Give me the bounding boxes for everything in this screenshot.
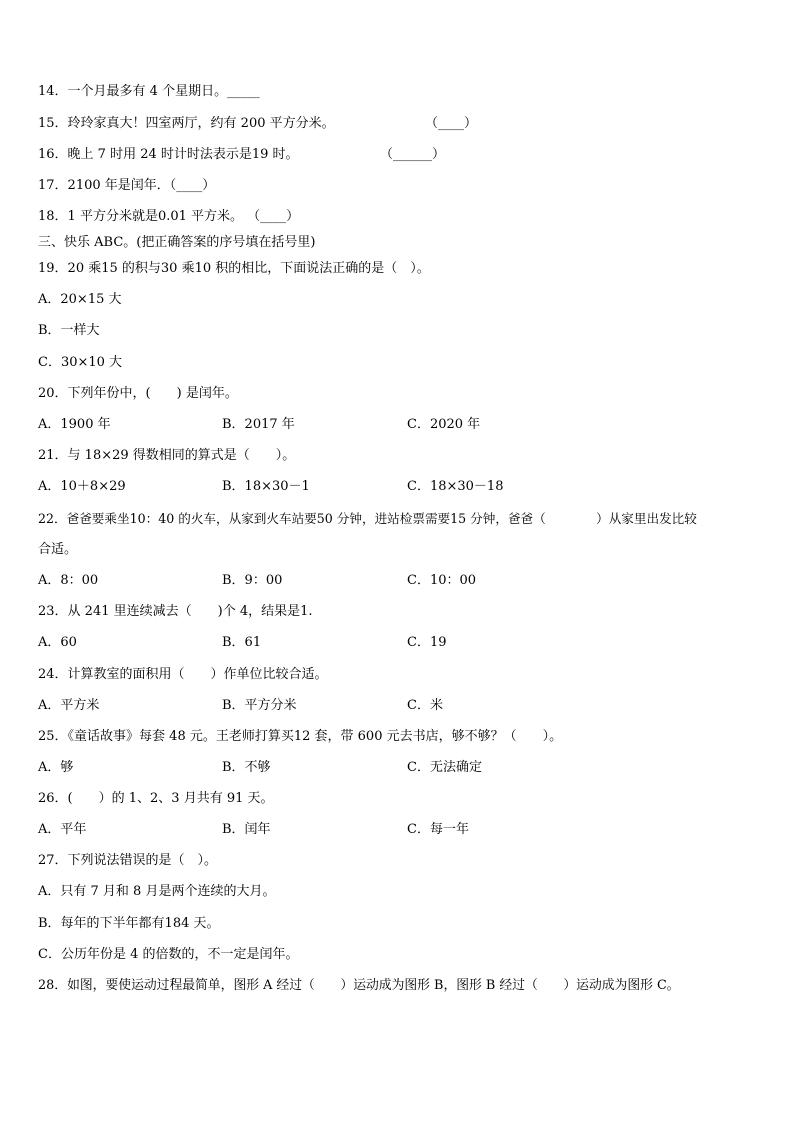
question-20: 20．下列年份中，( ) 是闰年。 — [38, 386, 238, 401]
question-25-option-b: B．不够 — [222, 760, 271, 775]
question-15-blank: （____） — [425, 116, 478, 131]
question-25-option-c: C．无法确定 — [407, 760, 482, 775]
question-21-option-a: A．10＋8×29 — [38, 479, 126, 494]
question-22-option-a: A．8：00 — [38, 573, 99, 588]
question-18: 18．1 平方分米就是0.01 平方米。 （____） — [38, 209, 300, 224]
question-27-option-a: A．只有 7 月和 8 月是两个连续的大月。 — [38, 884, 276, 899]
question-23-option-c: C．19 — [407, 635, 447, 650]
question-24: 24．计算教室的面积用（ ）作单位比较合适。 — [38, 667, 328, 682]
question-21: 21．与 18×29 得数相同的算式是（ ）。 — [38, 448, 296, 463]
question-19-option-a: A．20×15 大 — [38, 292, 122, 307]
question-21-option-b: B．18×30－1 — [222, 479, 310, 494]
question-24-option-a: A．平方米 — [38, 698, 100, 713]
question-24-option-c: C．米 — [407, 698, 443, 713]
question-26-option-c: C．每一年 — [407, 822, 469, 837]
question-20-option-a: A．1900 年 — [38, 417, 111, 432]
question-27-option-b: B．每年的下半年都有184 天。 — [38, 916, 220, 931]
question-22: 22．爸爸要乘坐10：40 的火车，从家到火车站要50 分钟，进站检票需要15 分钟，爸爸（ ）从家里出发比较 — [38, 511, 697, 526]
question-25: 25．《童话故事》每套 48 元。王老师打算买12 套，带 600 元去书店，够不够？（ ）。 — [38, 729, 563, 744]
question-26-option-b: B．闰年 — [222, 822, 271, 837]
question-21-option-c: C．18×30－18 — [407, 479, 504, 494]
question-20-option-c: C．2020 年 — [407, 417, 481, 432]
question-15: 15．玲玲家真大！四室两厅，约有 200 平方分米。 — [38, 116, 335, 131]
question-17: 17．2100 年是闰年．（____） — [38, 178, 216, 193]
question-16-blank: （______） — [380, 147, 446, 162]
question-22-continued: 合适。 — [38, 542, 78, 557]
question-24-option-b: B．平方分米 — [222, 698, 297, 713]
question-27: 27．下列说法错误的是（ ）。 — [38, 853, 218, 868]
question-19-option-c: C．30×10 大 — [38, 355, 123, 370]
question-20-option-b: B．2017 年 — [222, 417, 295, 432]
question-22-option-c: C．10：00 — [407, 573, 477, 588]
section-heading-3: 三、快乐 ABC。(把正确答案的序号填在括号里) — [38, 235, 316, 250]
question-16: 16．晚上 7 时用 24 时计时法表示是19 时。 — [38, 147, 299, 162]
question-19-option-b: B．一样大 — [38, 323, 100, 338]
question-14: 14．一个月最多有 4 个星期日。_____ — [38, 84, 260, 99]
question-27-option-c: C．公历年份是 4 的倍数的，不一定是闰年。 — [38, 947, 299, 962]
question-23: 23．从 241 里连续减去（ )个 4，结果是1. — [38, 604, 313, 619]
question-23-option-b: B．61 — [222, 635, 262, 650]
question-19: 19．20 乘15 的积与30 乘10 积的相比，下面说法正确的是（ ）。 — [38, 261, 430, 276]
question-26: 26．( ）的 1、2、3 月共有 91 天。 — [38, 791, 274, 806]
question-26-option-a: A．平年 — [38, 822, 87, 837]
question-22-option-b: B．9：00 — [222, 573, 283, 588]
question-25-option-a: A．够 — [38, 760, 74, 775]
question-28: 28．如图，要使运动过程最简单，图形 A 经过（ ）运动成为图形 B，图形 B 经过（ ）运动成为图形 C。 — [38, 978, 680, 993]
question-23-option-a: A．60 — [38, 635, 77, 650]
